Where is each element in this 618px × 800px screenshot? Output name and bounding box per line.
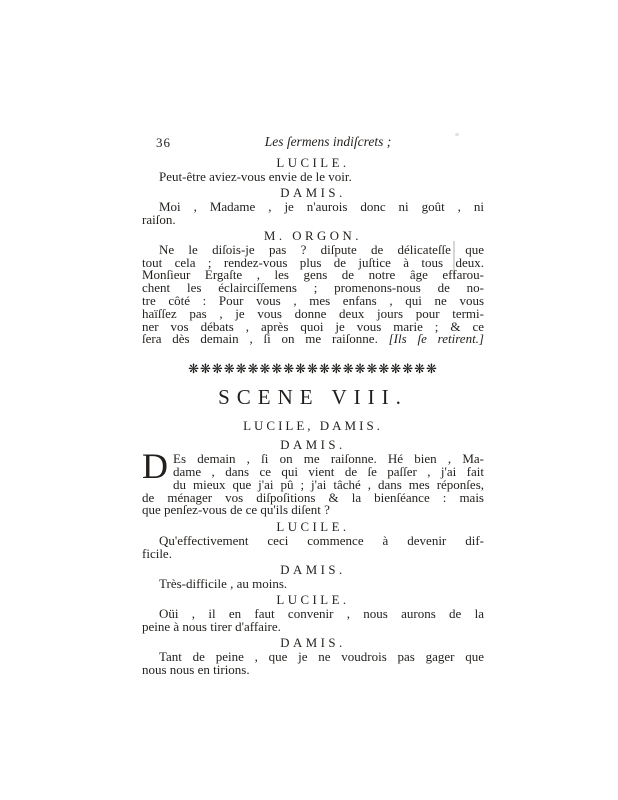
page-header — [142, 136, 484, 153]
speaker-name: LUCILE. — [276, 593, 350, 608]
dialogue-line: Très-difficile , au moins. — [159, 575, 288, 591]
speaker-name: LUCILE. — [276, 155, 350, 170]
speaker-name: DAMIS. — [280, 562, 346, 577]
ornament-band: ❋❋❋❋❋❋❋❋❋❋❋❋❋❋❋❋❋❋❋❋❋ — [188, 362, 438, 378]
dialogue-text: ſera dès demain , ſi on me raiſonne. — [142, 331, 389, 347]
page-number: 36 — [156, 135, 171, 150]
text-column — [142, 136, 484, 677]
dialogue-line: Monſieur Ergaſte , les gens de notre âge effarou- — [142, 267, 484, 283]
scene-characters: LUCILE, DAMIS. — [243, 418, 383, 434]
speaker-name: DAMIS. — [280, 636, 346, 651]
dialogue-line: dame , dans ce qui vient de ſe paſſer , j'ai fait — [173, 464, 484, 480]
dialogue-line: raiſon. — [142, 211, 176, 227]
dialogue-line: de ménager vos diſpoſitions & la bienſéance : mais — [142, 489, 484, 505]
dialogue-line — [142, 333, 484, 346]
drop-cap: D — [142, 446, 168, 487]
dialogue-line: Peut-être aviez-vous envie de le voir. — [159, 168, 352, 184]
speaker-name: DAMIS. — [280, 185, 346, 200]
dialogue-line: ner vos débats , après quoi je vous marie ; & ce — [142, 318, 484, 334]
dialogue-line: peine à nous tirer d'affaire. — [142, 618, 281, 634]
dialogue-line: chent les éclairciſſemens ; promenons-nous de no- — [142, 280, 484, 296]
dialogue-paragraph — [142, 446, 484, 518]
speaker-name: LUCILE. — [276, 519, 350, 534]
dialogue-line: Moi , Madame , je n'aurois donc ni goût , ni — [159, 198, 484, 214]
dialogue-line: tre côté : Pour vous , mes enfans , qui ne vous — [142, 293, 484, 309]
dialogue-line: Oüi , il en faut convenir , nous aurons de la — [159, 606, 484, 622]
dialogue-line: Qu'effectivement ceci commence à devenir dif- — [159, 532, 484, 548]
dialogue-line: haïſſez pas , je vous donne deux jours pour termi- — [142, 305, 484, 321]
speaker-name: DAMIS. — [280, 438, 346, 453]
running-title: Les ſermens indiſcrets ; — [264, 134, 392, 149]
dialogue-line: nous nous en tirions. — [142, 662, 250, 678]
dialogue-line: ficile. — [142, 545, 172, 561]
stage-direction: [Ils ſe retirent.] — [388, 331, 484, 347]
scene-heading: SCENE VIII. — [218, 385, 408, 410]
dialogue-line: Es demain , ſi on me raiſonne. Hé bien , Ma- — [173, 451, 484, 467]
speaker-name: M. ORGON. — [264, 228, 362, 243]
dialogue-line: que penſez-vous de ce qu'ils diſent ? — [142, 502, 330, 518]
dialogue-line: Tant de peine , que je ne voudrois pas gager que — [159, 649, 484, 665]
dialogue-line: tout cela ; rendez-vous plus de juſtice à tous deux. — [142, 254, 484, 270]
dialogue-line: Ne le diſois-je pas ? diſpute de délicateſſe que — [159, 241, 484, 257]
dialogue-line: du mieux que j'ai pû ; j'ai tâché , dans mes réponſes, — [173, 476, 484, 492]
